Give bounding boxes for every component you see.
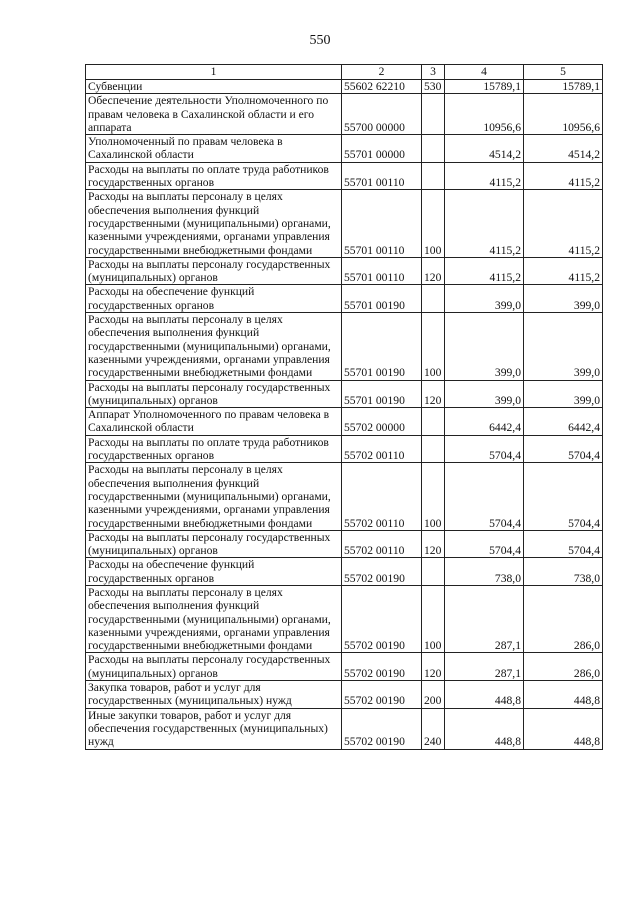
row-expense-type-cell: 120 — [422, 653, 445, 681]
row-code-cell: 55702 00110 — [342, 530, 422, 558]
row-expense-type-cell: 120 — [422, 380, 445, 408]
row-amount-2-cell: 4115,2 — [524, 257, 603, 285]
row-expense-type-cell: 120 — [422, 257, 445, 285]
row-name-cell: Расходы на выплаты по оплате труда работников государственных органов — [86, 435, 342, 463]
row-code-cell: 55702 00190 — [342, 558, 422, 586]
row-code-cell: 55701 00190 — [342, 380, 422, 408]
column-header-name: 1 — [86, 65, 342, 80]
row-code-cell: 55701 00190 — [342, 313, 422, 380]
row-expense-type-cell: 100 — [422, 585, 445, 652]
row-amount-2-cell: 5704,4 — [524, 530, 603, 558]
row-expense-type-cell — [422, 94, 445, 135]
row-expense-type-cell — [422, 435, 445, 463]
row-amount-2-cell: 286,0 — [524, 653, 603, 681]
row-amount-1-cell: 738,0 — [445, 558, 524, 586]
row-amount-2-cell: 448,8 — [524, 681, 603, 709]
row-amount-2-cell: 4115,2 — [524, 190, 603, 257]
row-amount-1-cell: 399,0 — [445, 285, 524, 313]
row-name-cell: Расходы на выплаты персоналу государственных (муниципальных) органов — [86, 653, 342, 681]
row-expense-type-cell: 200 — [422, 681, 445, 709]
row-amount-1-cell: 5704,4 — [445, 463, 524, 530]
table-row — [86, 558, 603, 586]
row-amount-2-cell: 399,0 — [524, 313, 603, 380]
row-amount-1-cell: 4115,2 — [445, 257, 524, 285]
row-amount-1-cell: 4514,2 — [445, 135, 524, 163]
row-expense-type-cell: 530 — [422, 80, 445, 94]
table-row — [86, 585, 603, 652]
row-name-cell: Расходы на выплаты персоналу в целях обеспечения выполнения функций государственными (муниципальными) органами, казенными учреждениями, органами управления государственными внебюджетными фондами — [86, 585, 342, 652]
row-amount-2-cell: 10956,6 — [524, 94, 603, 135]
row-amount-2-cell: 448,8 — [524, 708, 603, 749]
row-code-cell: 55701 00110 — [342, 190, 422, 257]
table-row — [86, 80, 603, 94]
row-code-cell: 55702 00190 — [342, 708, 422, 749]
table-row — [86, 257, 603, 285]
row-code-cell: 55702 00110 — [342, 435, 422, 463]
row-code-cell: 55602 62210 — [342, 80, 422, 94]
row-expense-type-cell: 240 — [422, 708, 445, 749]
table-row — [86, 285, 603, 313]
row-name-cell: Иные закупки товаров, работ и услуг для обеспечения государственных (муниципальных) нужд — [86, 708, 342, 749]
row-amount-1-cell: 287,1 — [445, 653, 524, 681]
row-name-cell: Расходы на выплаты персоналу в целях обеспечения выполнения функций государственными (муниципальными) органами, казенными учреждениями, органами управления государственными внебюджетными фондами — [86, 190, 342, 257]
table-row — [86, 530, 603, 558]
row-name-cell: Субвенции — [86, 80, 342, 94]
row-amount-2-cell: 399,0 — [524, 285, 603, 313]
row-amount-1-cell: 4115,2 — [445, 162, 524, 190]
row-name-cell: Закупка товаров, работ и услуг для государственных (муниципальных) нужд — [86, 681, 342, 709]
row-name-cell: Расходы на выплаты персоналу в целях обеспечения выполнения функций государственными (муниципальными) органами, казенными учреждениями, органами управления государственными внебюджетными фондами — [86, 313, 342, 380]
table-row — [86, 408, 603, 436]
row-expense-type-cell: 120 — [422, 530, 445, 558]
row-expense-type-cell — [422, 558, 445, 586]
row-amount-1-cell: 5704,4 — [445, 435, 524, 463]
column-header-code: 2 — [342, 65, 422, 80]
row-name-cell: Уполномоченный по правам человека в Сахалинской области — [86, 135, 342, 163]
row-code-cell: 55701 00000 — [342, 135, 422, 163]
row-code-cell: 55700 00000 — [342, 94, 422, 135]
table-row — [86, 681, 603, 709]
row-code-cell: 55701 00110 — [342, 257, 422, 285]
row-name-cell: Обеспечение деятельности Уполномоченного по правам человека в Сахалинской области и его аппарата — [86, 94, 342, 135]
row-expense-type-cell — [422, 408, 445, 436]
column-header-expense-type: 3 — [422, 65, 445, 80]
table-body — [86, 80, 603, 750]
row-name-cell: Расходы на выплаты персоналу государственных (муниципальных) органов — [86, 257, 342, 285]
header-row — [86, 65, 603, 80]
row-name-cell: Расходы на обеспечение функций государственных органов — [86, 558, 342, 586]
row-code-cell: 55702 00000 — [342, 408, 422, 436]
row-expense-type-cell — [422, 135, 445, 163]
row-expense-type-cell: 100 — [422, 190, 445, 257]
table-row — [86, 380, 603, 408]
table-row — [86, 653, 603, 681]
row-name-cell: Расходы на выплаты персоналу государственных (муниципальных) органов — [86, 380, 342, 408]
row-code-cell: 55702 00110 — [342, 463, 422, 530]
row-name-cell: Аппарат Уполномоченного по правам человека в Сахалинской области — [86, 408, 342, 436]
table-row — [86, 313, 603, 380]
row-name-cell: Расходы на выплаты персоналу в целях обеспечения выполнения функций государственными (муниципальными) органами, казенными учреждениями, органами управления государственными внебюджетными фондами — [86, 463, 342, 530]
row-amount-2-cell: 15789,1 — [524, 80, 603, 94]
table-row — [86, 435, 603, 463]
row-amount-2-cell: 5704,4 — [524, 463, 603, 530]
row-expense-type-cell — [422, 285, 445, 313]
row-amount-1-cell: 448,8 — [445, 708, 524, 749]
row-expense-type-cell — [422, 162, 445, 190]
table-row — [86, 94, 603, 135]
row-amount-1-cell: 5704,4 — [445, 530, 524, 558]
page-number: 550 — [309, 33, 331, 48]
row-amount-1-cell: 399,0 — [445, 313, 524, 380]
budget-table — [85, 64, 603, 750]
row-code-cell: 55701 00110 — [342, 162, 422, 190]
row-amount-2-cell: 6442,4 — [524, 408, 603, 436]
row-amount-1-cell: 10956,6 — [445, 94, 524, 135]
row-amount-1-cell: 448,8 — [445, 681, 524, 709]
row-amount-2-cell: 286,0 — [524, 585, 603, 652]
row-amount-2-cell: 4115,2 — [524, 162, 603, 190]
row-code-cell: 55702 00190 — [342, 585, 422, 652]
table-row — [86, 463, 603, 530]
row-expense-type-cell: 100 — [422, 463, 445, 530]
row-amount-1-cell: 15789,1 — [445, 80, 524, 94]
row-name-cell: Расходы на выплаты по оплате труда работников государственных органов — [86, 162, 342, 190]
row-amount-2-cell: 399,0 — [524, 380, 603, 408]
row-amount-2-cell: 5704,4 — [524, 435, 603, 463]
column-header-amount-2: 5 — [524, 65, 603, 80]
table-row — [86, 190, 603, 257]
column-header-amount-1: 4 — [445, 65, 524, 80]
row-code-cell: 55702 00190 — [342, 653, 422, 681]
row-name-cell: Расходы на выплаты персоналу государственных (муниципальных) органов — [86, 530, 342, 558]
table-row — [86, 708, 603, 749]
row-code-cell: 55702 00190 — [342, 681, 422, 709]
row-name-cell: Расходы на обеспечение функций государственных органов — [86, 285, 342, 313]
row-code-cell: 55701 00190 — [342, 285, 422, 313]
row-expense-type-cell: 100 — [422, 313, 445, 380]
row-amount-1-cell: 287,1 — [445, 585, 524, 652]
table-row — [86, 162, 603, 190]
row-amount-2-cell: 4514,2 — [524, 135, 603, 163]
row-amount-2-cell: 738,0 — [524, 558, 603, 586]
row-amount-1-cell: 6442,4 — [445, 408, 524, 436]
row-amount-1-cell: 399,0 — [445, 380, 524, 408]
row-amount-1-cell: 4115,2 — [445, 190, 524, 257]
table-row — [86, 135, 603, 163]
